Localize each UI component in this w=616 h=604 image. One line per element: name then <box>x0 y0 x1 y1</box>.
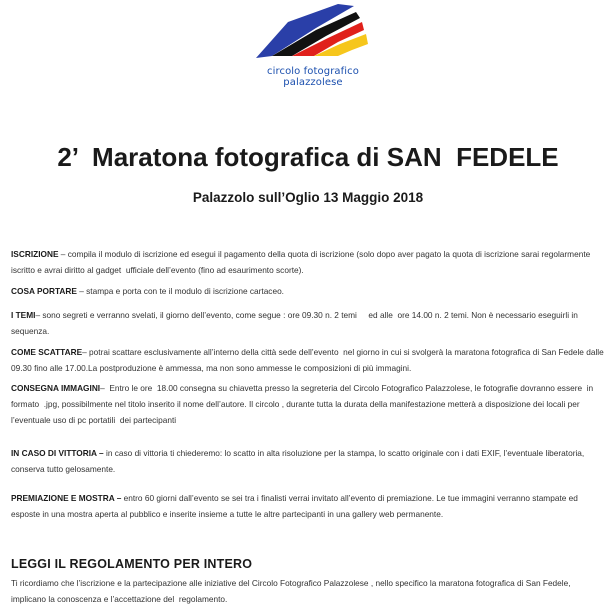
section-text: – sono segreti e verranno svelati, il giorno dell’evento, come segue : ore 09.30 n. 2 temi ed alle ore 14.00 n. 2 temi. Non è necessario eseguirli in sequenza. <box>11 310 581 336</box>
club-logo <box>238 0 388 92</box>
section-label: COME SCATTARE <box>11 347 83 357</box>
section-label: ISCRIZIONE <box>11 249 59 259</box>
section-come-scattare <box>11 344 605 376</box>
section-label: IN CASO DI VITTORIA – <box>11 448 104 458</box>
event-subtitle: Palazzolo sull’Oglio 13 Maggio 2018 <box>192 190 424 205</box>
section-text: – Entro le ore 18.00 consegna su chiavetta presso la segreteria del Circolo Fotografico Palazzolese, le fotografie dovranno essere in formato .jpg, possibilmente nel titolo inserito il nome dell’autore. Il circolo , durante tutta la durata della manifestazione metterà a disposizione dei locali per l’eventuale uso di pc portatili dei partecipanti <box>11 383 596 425</box>
section-consegna-immagini <box>11 380 605 428</box>
section-label: CONSEGNA IMMAGINI <box>11 383 101 393</box>
rules-heading: LEGGI IL REGOLAMENTO PER INTERO <box>11 557 253 571</box>
section-vittoria <box>11 445 605 477</box>
section-premiazione <box>11 490 605 522</box>
section-text: entro 60 giorni dall’evento se sei tra i finalisti verrai invitato all’evento di premiazione. Le tue immagini verranno stampate ed esposte in una mostra aperta al pubblico e inserite insieme a tutte le altre partecipanti in una gallery web permanente. <box>11 493 581 519</box>
page-title: 2’ Maratona fotografica di SAN FEDELE <box>57 142 559 172</box>
section-text: – potrai scattare esclusivamente all’interno della città sede dell’evento nel giorno in cui si svolgerà la maratona fotografica di San Fedele dalle 09.30 fino alle 17.00.La postproduzione è ammessa, ma non sono ammesse le composizioni di più immagini. <box>11 347 607 373</box>
section-text: – stampa e porta con te il modulo di iscrizione cartaceo. <box>76 286 284 296</box>
section-cosa-portare <box>11 283 605 299</box>
section-label: I TEMI <box>11 310 36 320</box>
logo-caption: circolo fotografico palazzolese <box>267 66 359 88</box>
section-text: – compila il modulo di iscrizione ed esegui il pagamento della quota di iscrizione (solo dopo aver pagato la quota di iscrizione sarai regolarmente iscritto e avrai diritto al gadget ufficiale dell’evento (fino ad esaurimento scorte). <box>11 249 593 275</box>
rules-text: Ti ricordiamo che l’iscrizione e la partecipazione alle iniziative del Circolo Fotografico Palazzolese , nello specifico la maratona fotografica di San Fedele, implicano la conoscenza e l’accettazione del regolamento. <box>11 578 573 604</box>
section-label: PREMIAZIONE E MOSTRA – <box>11 493 122 503</box>
section-iscrizione <box>11 246 605 278</box>
flag-swoosh-icon <box>252 0 370 62</box>
section-label: COSA PORTARE <box>11 286 77 296</box>
section-temi <box>11 307 605 339</box>
section-text: in caso di vittoria ti chiederemo: lo scatto in alta risoluzione per la stampa, lo scatto originale con i dati EXIF, l’eventuale liberatoria, conserva tutto gelosamente. <box>11 448 587 474</box>
